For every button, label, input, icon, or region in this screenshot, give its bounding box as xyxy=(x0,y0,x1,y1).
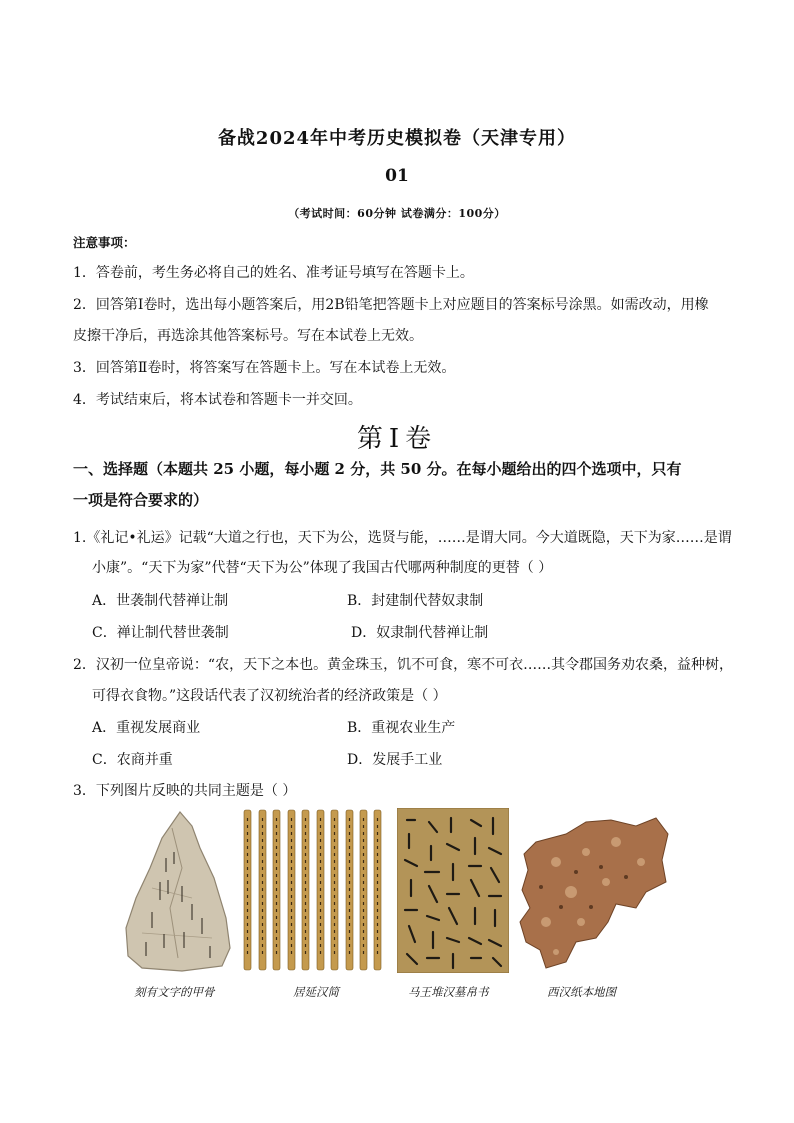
question-2-option-c[interactable]: C．农商并重 xyxy=(92,752,173,768)
bamboo-slips-image xyxy=(240,808,385,973)
silk-manuscript-image xyxy=(397,808,509,973)
paper-map-image xyxy=(516,812,671,972)
figure-caption: 西汉纸本地图 xyxy=(547,985,616,999)
question-2-stem: 2．汉初一位皇帝说：“农，天下之本也。黄金珠玉，饥不可食，寒不可衣……其令郡国务劝农桑，益种树， xyxy=(73,657,734,673)
exam-title: 备战2024年中考历史模拟卷（天津专用） xyxy=(217,128,577,149)
figure-caption: 刻有文字的甲骨 xyxy=(134,985,215,999)
question-1-stem-cont: 小康”。“天下为家”代替“天下为公”体现了我国古代哪两种制度的更替（ ） xyxy=(92,560,553,576)
figure-caption: 马王堆汉墓帛书 xyxy=(408,985,489,999)
question-1-option-b[interactable]: B．封建制代替奴隶制 xyxy=(347,593,484,609)
notice-heading: 注意事项： xyxy=(73,235,136,250)
question-1-stem: 1.《礼记•礼运》记载“大道之行也，天下为公，选贤与能，……是谓大同。今大道既隐，天下为家……是谓 xyxy=(73,530,732,546)
section-heading-line1: 一、选择题（本题共 25 小题，每小题 2 分，共 50 分。在每小题给出的四个选项中，只有 xyxy=(73,460,682,478)
question-2-option-d[interactable]: D．发展手工业 xyxy=(347,752,443,768)
notice-item: 1．答卷前，考生务必将自己的姓名、准考证号填写在答题卡上。 xyxy=(73,265,474,281)
question-1-option-d[interactable]: D．奴隶制代替禅让制 xyxy=(351,625,489,641)
question-2-option-a[interactable]: A．重视发展商业 xyxy=(92,720,201,736)
question-1-option-c[interactable]: C．禅让制代替世袭制 xyxy=(92,625,229,641)
section-heading-line2: 一项是符合要求的） xyxy=(73,491,209,509)
notice-item: 皮擦干净后，再选涂其他答案标号。写在本试卷上无效。 xyxy=(73,328,423,344)
question-3-stem: 3．下列图片反映的共同主题是（ ） xyxy=(73,783,297,799)
oracle-bone-image xyxy=(122,808,232,973)
exam-meta: （考试时间：60分钟 试卷满分：100分） xyxy=(288,207,506,220)
volume-title: 第Ⅰ卷 xyxy=(356,424,438,454)
exam-number: 01 xyxy=(385,166,409,186)
notice-item: 3．回答第Ⅱ卷时，将答案写在答题卡上。写在本试卷上无效。 xyxy=(73,360,456,376)
question-1-option-a[interactable]: A．世袭制代替禅让制 xyxy=(92,593,229,609)
notice-item: 4．考试结束后，将本试卷和答题卡一并交回。 xyxy=(73,392,362,408)
figure-caption: 居延汉简 xyxy=(293,985,339,999)
notice-item: 2．回答第Ⅰ卷时，选出每小题答案后，用2B铅笔把答题卡上对应题目的答案标号涂黑。如需改动，用橡 xyxy=(73,297,709,313)
question-2-stem-cont: 可得衣食物。”这段话代表了汉初统治者的经济政策是（ ） xyxy=(92,688,447,704)
question-2-option-b[interactable]: B．重视农业生产 xyxy=(347,720,456,736)
